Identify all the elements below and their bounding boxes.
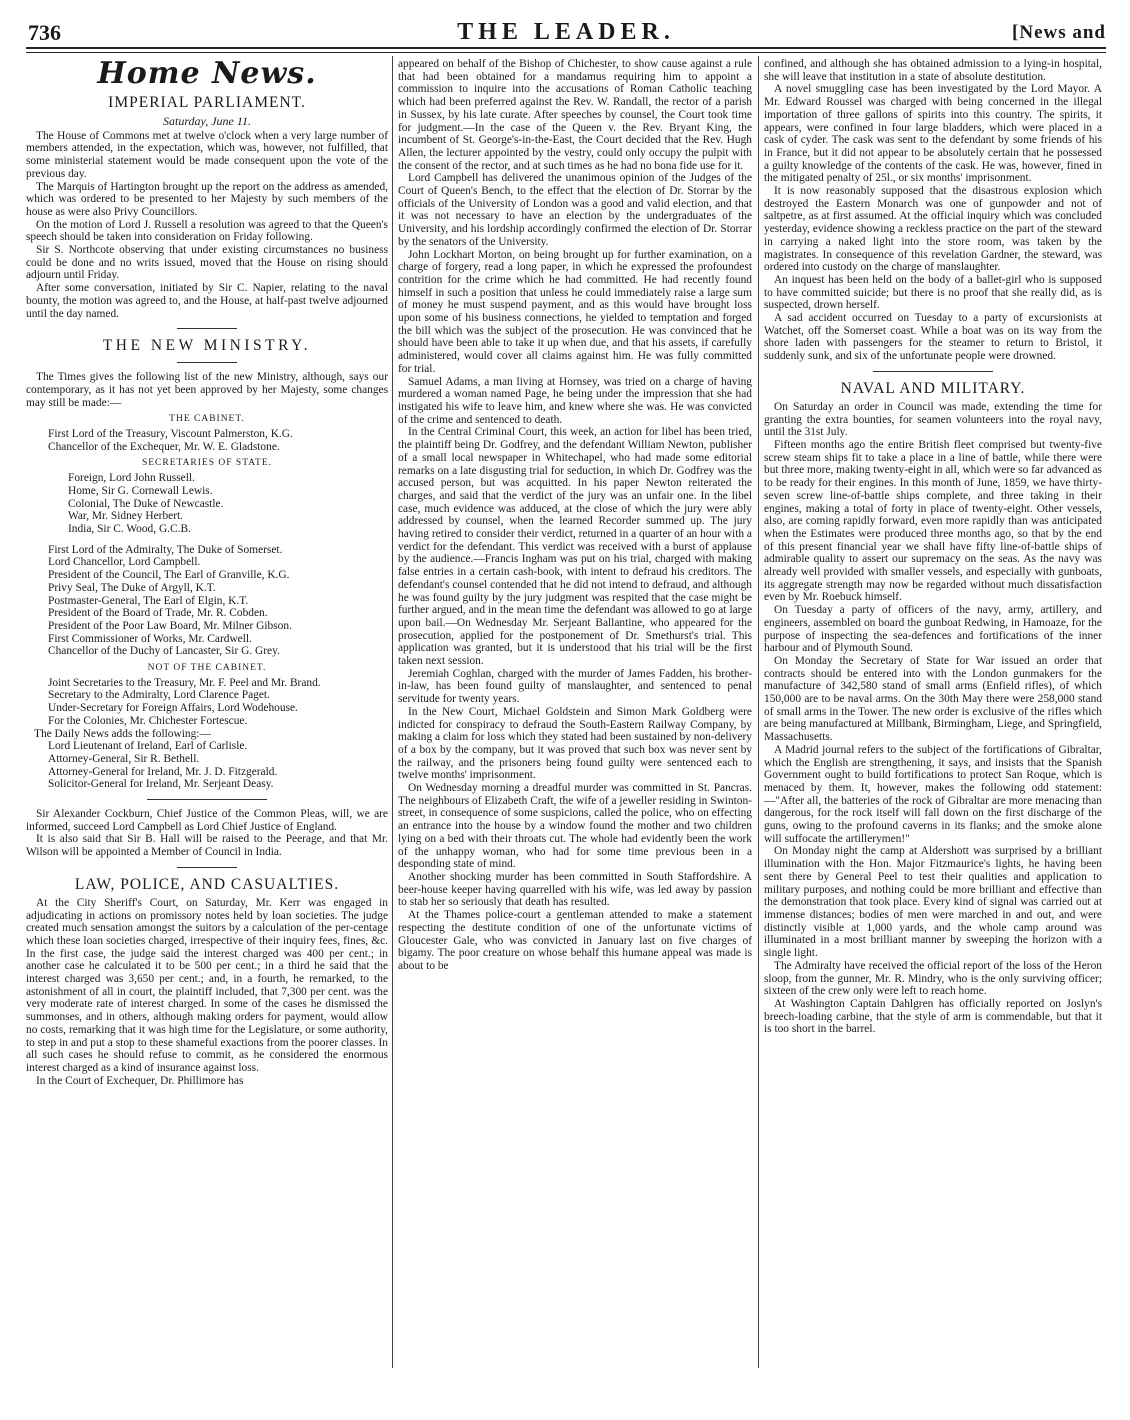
paragraph: A sad accident occurred on Tuesday to a party of excursionists at Watchet, off the Somerset coast. While a boat was on its way from the shore laden with passengers for the steamer to return to Bristol, it suddenly sunk, and six of the unfortunate people were drowned. (764, 312, 1102, 363)
section-heading-imperial: IMPERIAL PARLIAMENT. (108, 94, 306, 111)
divider (177, 328, 237, 329)
paragraph: Sir S. Northcote observing that under existing circumstances no business could be done and no writs issued, moved that the House on rising should adjourn until Friday. (26, 244, 388, 282)
header-rule (26, 47, 1106, 49)
list-item: War, Mr. Sidney Herbert. (68, 510, 184, 523)
section-label: [News and (1012, 22, 1106, 43)
newspaper-title: THE LEADER. (457, 19, 675, 45)
list-item: Home, Sir G. Cornewall Lewis. (68, 484, 213, 497)
paragraph: On Wednesday morning a dreadful murder was committed in St. Pancras. The neighbours of Elizabeth Craft, the wife of a jeweller residing in Swinton-street, in consequence of some suspicions, called the police, who on effecting an entrance into the house by a window found the mother and two children lying on a bed with their throats cut. The whole had evidently been the work of the unhappy woman, who had for some time previous been in a desponding state of mind. (398, 782, 752, 871)
divider (177, 362, 237, 363)
paragraph: At the City Sheriff's Court, on Saturday, Mr. Kerr was engaged in adjudicating in actions on promissory notes held by loan societies. The judge created much sensation amongst the suitors by a calculation of the per-centage which these loan societies charged, irrespective of their inquiry fees, fines, &c. In the first case, the judge said the interest charged was 400 per cent.; in another case he calculated it to be 500 per cent.; in a third he said that the interest charged was 3,650 per cent.; and, in a fourth, he remarked, to the astonishment of all in court, the plaintiff included, that 7,300 per cent. was the very moderate rate of interest charged. In some of the cases he dismissed the summonses, and in others, although making orders for payment, would allow no costs, remarking that it was high time for the Legislature, or some authority, to step in and put a stop to these shameful exactions from the poorer classes. In all such cases he should refuse to commit, as he considered the enormous interest charged as a kind of insurance against loss. (26, 896, 388, 1074)
list-item: Chancellor of the Exchequer, Mr. W. E. Gladstone. (48, 440, 280, 453)
list-item: Solicitor-General for Ireland, Mr. Serjeant Deasy. (48, 778, 274, 791)
paragraph: John Lockhart Morton, on being brought up for further examination, on a charge of forgery, read a long paper, in which he expressed the profoundest contrition for the crime which he had committed. He had recently found himself in such a position that unless he could immediately raise a large sum of money he must suspend payment, and as this would have brought loss upon some of his business connections, he yielded to temptation and forged the bill which was the subject of the prosecution. He was convinced that he should have been able to take it up when due, and that his assets, if carefully administered, would cover all claims against him. He was fully committed for trial. (398, 248, 752, 375)
list-item: First Commissioner of Works, Mr. Cardwell. (48, 632, 252, 645)
paragraph: The House of Commons met at twelve o'clock when a very large number of members attended, in the expectation, which was, however, not fulfilled, that some ministerial statement would be made consequent upon the vote of the previous day. (26, 129, 388, 180)
header-rule-thin (26, 52, 1106, 53)
list-item: Postmaster-General, The Earl of Elgin, K.T. (48, 594, 249, 607)
list-item: Secretary to the Admiralty, Lord Clarence Paget. (48, 689, 270, 702)
list-item: Joint Secretaries to the Treasury, Mr. F. Peel and Mr. Brand. (48, 676, 321, 689)
list-item: Lord Lieutenant of Ireland, Earl of Carlisle. (48, 740, 248, 753)
column-3 (764, 58, 1102, 1036)
list-item: Privy Seal, The Duke of Argyll, K.T. (48, 581, 216, 594)
paragraph: In the Central Criminal Court, this week, an action for libel has been tried, the plaintiff being Dr. Godfrey, and the defendant William Newton, publisher of a small local newspaper in Whitechapel, who had made some editorial remarks on a late disgusting trial for seduction, in which Dr. Godfrey was the accused person, but was acquitted. In his paper Newton reiterated the charges, and said that the verdict of the jury was an unfair one. In the libel case, much evidence was adduced, at the close of which the jury were ably addressed by counsel, when the learned Recorder summed up. The jury having retired to consider their verdict, returned in a quarter of an hour with a verdict for the defendant. This verdict was received with a burst of applause by the audience.—Francis Ingham was put on his trial, charged with making false entries in a certain cash-book, with intent to defraud his creditors. The defendant's counsel contended that he did not intend to defraud, and although he was found guilty by the jury judgment was respited that the case might be further argued, and in the mean time the defendant was allowed to go at large upon bail.—On Wednesday Mr. Serjeant Ballantine, who appeared for the prosecution, applied for the postponement of Dr. Smethurst's trial. This application was granted, but it is understood that his trial will be the first taken next session. (398, 426, 752, 668)
list-item: President of the Board of Trade, Mr. R. Cobden. (48, 607, 268, 620)
list-item: Attorney-General, Sir R. Bethell. (48, 752, 200, 765)
paragraph: Jeremiah Coghlan, charged with the murder of James Fadden, his brother-in-law, has been found guilty of manslaughter, and sentenced to penal servitude for twenty years. (398, 667, 752, 706)
paragraph: On Monday the Secretary of State for War issued an order that contracts should be entered into with the London gunmakers for the manufacture of 342,580 stand of small arms (Enfield rifles), of which 150,000 are to be naval arms. On the 30th May there were 258,000 stand of small arms in the Tower. The new order is exclusive of the rifles which are being manufactured at Millbank, Birmingham, Liege, and Springfield, Massachusetts. (764, 654, 1102, 744)
list-item: Under-Secretary for Foreign Affairs, Lord Wodehouse. (48, 702, 298, 715)
column-divider (392, 56, 393, 1368)
paragraph: On Saturday an order in Council was made, extending the time for granting the extra bounties, for seamen volunteers into the royal navy, until the 31st July. (764, 400, 1102, 439)
paragraph: appeared on behalf of the Bishop of Chichester, to show cause against a rule that had been obtained for a mandamus requiring him to appoint a commission to inquire into the accusations of Roman Catholic teaching which had been preferred against the Rev. W. Randall, the rector of a parish in Sussex, by his late curate. After speeches by counsel, the Court took time for judgment.—In the case of the Queen v. the Rev. Bryant King, the incumbent of St. George's-in-the-East, the Court decided that the Rev. Hugh Allen, the lecturer appointed by the vestry, could only occupy the pulpit with the consent of the rector, and at such times as he had no bona fide use for it. (398, 58, 752, 172)
paragraph: Sir Alexander Cockburn, Chief Justice of the Common Pleas, will, we are informed, succeed Lord Campbell as Lord Chief Justice of England. (26, 808, 388, 833)
paragraph: Lord Campbell has delivered the unanimous opinion of the Judges of the Court of Queen's Bench, to the effect that the election of Dr. Storrar by the officials of the University of London was a good and valid election, and that it was not necessary to have an election by the undergraduates of the University, and his lordship accordingly confirmed the election of Dr. Storrar by the senators of the University. (398, 172, 752, 248)
list-item: Colonial, The Duke of Newcastle. (68, 497, 224, 510)
paragraph: Samuel Adams, a man living at Hornsey, was tried on a charge of having murdered a woman named Page, he being under the impression that she had instigated his wife to leave him, and knew where she was. He was convicted of the crime and sentenced to death. (398, 375, 752, 426)
paragraph: At Washington Captain Dahlgren has officially reported on Joslyn's breech-loading carbine, that the style of arm is commendable, but that it is too short in the barrel. (764, 997, 1102, 1036)
page-number: 736 (28, 20, 61, 45)
paragraph: The Times gives the following list of the new Ministry, although, says our contemporary, as it has not yet been approved by her Majesty, some changes may still be made:— (26, 371, 388, 409)
paragraph: The Admiralty have received the official report of the loss of the Heron sloop, from the gunner, Mr. R. Mindry, who is the only surviving officer; sixteen of the crew only were left to reach home. (764, 959, 1102, 998)
list-item: First Lord of the Treasury, Viscount Palmerston, K.G. (48, 428, 293, 441)
section-date: Saturday, June 11. (163, 114, 251, 128)
list-item: First Lord of the Admiralty, The Duke of Somerset. (48, 543, 283, 556)
section-heading-naval: NAVAL AND MILITARY. (840, 379, 1026, 397)
divider (177, 867, 237, 868)
list-item: Chancellor of the Duchy of Lancaster, Sir G. Grey. (48, 645, 280, 658)
list-item: Lord Chancellor, Lord Campbell. (48, 556, 201, 569)
section-heading-ministry: THE NEW MINISTRY. (102, 337, 312, 355)
divider (873, 371, 993, 372)
page-header (22, 18, 1110, 48)
paragraph: A novel smuggling case has been investigated by the Lord Mayor. A Mr. Edward Roussel was charged with being concerned in the illegal importation of three gallons of spirits into this country. The spirits, it appears, were confined in four large bladders, which were placed in a cask of cyder. The cask was sent to the defendant by some friends of his in France, but it did not appear to be absolutely certain that he possessed a guilty knowledge of the contents of the cask. He was, however, fined in the mitigated penalty of 25l., or six months' imprisonment. (764, 83, 1102, 185)
list-item: Attorney-General for Ireland, Mr. J. D. Fitzgerald. (48, 765, 278, 778)
paragraph: It is now reasonably supposed that the disastrous explosion which destroyed the Eastern Monarch was one of gunpowder and not of saltpetre, as at first assumed. At the official inquiry which was concluded yesterday, evidence showing a reckless practice on the part of the steward in carrying a naked light into the store room, was taken by the magistrates. In consequence of this revelation Gardner, the steward, was ordered into custody on the charge of manslaughter. (764, 185, 1102, 274)
subheading-not-cabinet: NOT OF THE CABINET. (147, 663, 267, 674)
paragraph: At the Thames police-court a gentleman attended to make a statement respecting the destitute condition of one of the unfortunate victims of Gloucester Gale, who was convicted in January last on five charges of bigamy. The poor creature on whose behalf this humane appeal was made is about to be (398, 909, 752, 972)
paragraph: confined, and although she has obtained admission to a lying-in hospital, she will leave that institution in a state of absolute destitution. (764, 58, 1102, 83)
paragraph: The Daily News adds the following:— (34, 727, 211, 740)
paragraph: It is also said that Sir B. Hall will be raised to the Peerage, and that Mr. Wilson will be appointed a Member of Council in India. (26, 833, 388, 859)
subheading-cabinet: THE CABINET. (169, 414, 245, 425)
paragraph: A Madrid journal refers to the subject of the fortifications of Gibraltar, which the English are strengthening, it says, and insists that the Spanish Government ought to build fortifications to protect San Roque, which is menaced by them. It, however, makes the following odd statement:—"After all, the batteries of the rock of Gibraltar are more menacing than dangerous, for the rock itself will fall down on the first discharge of the guns, owing to the profound caverns in its flanks; and the smoke alone will suffocate the artillerymen!" (764, 743, 1102, 845)
list-item: Foreign, Lord John Russell. (68, 472, 195, 485)
paragraph: The Marquis of Hartington brought up the report on the address as amended, which was ordered to be presented to her Majesty by such members of the house as were also Privy Councillors. (26, 180, 388, 218)
paragraph: Fifteen months ago the entire British fleet comprised but twenty-five screw steam ships fit to take a place in a line of battle, while there were but three more, making twenty-eight in all, which were so far advanced as to be ready for their engines. In this month of June, 1859, we have thirty-seven screw line-of-battle ships complete, and three taking in their engines, making a total of forty in place of twenty-eight. Other vessels, also, are coming rapidly forward, even more rapidly than was anticipated when the Estimates were produced three months ago, so that by the end of this present financial year we shall have fifty line-of-battle ships of admirable quality to assert our supremacy on the seas. As the navy was already well provided with smaller vessels, and especially with gunboats, its aggregate strength may now be regarded without much dissatisfaction even by Mr. Roebuck himself. (764, 438, 1102, 604)
column-1 (26, 58, 388, 1087)
divider (147, 799, 267, 800)
paragraph: An inquest has been held on the body of a ballet-girl who is supposed to have committed suicide; but there is no proof that she really did, as is suspected, drown herself. (764, 273, 1102, 312)
list-item: President of the Council, The Earl of Granville, K.G. (48, 569, 290, 582)
masthead-home-news: Home News. (97, 56, 317, 91)
paragraph: On Monday night the camp at Aldershott was surprised by a brilliant illumination with the Hon. Major Fitzmaurice's lights, he having been sent there by General Peel to test their qualities and application to military purposes, and nothing could be more brilliant and effective than the demonstration that took place. Every kind of signal was carried out at immense distances; bodies of men were marched in and out, and were distinctly visible at 1,000 yards, and the whole camp around was illuminated in a most brilliant manner by sweeping the horizon with a single light. (764, 845, 1102, 960)
paragraph: Another shocking murder has been committed in South Staffordshire. A beer-house keeper having quarrelled with his wife, was led away by passion to stab her so seriously that death has resulted. (398, 871, 752, 909)
column-divider (758, 56, 759, 1368)
column-2 (398, 58, 752, 973)
list-item: President of the Poor Law Board, Mr. Milner Gibson. (48, 619, 292, 632)
list-item: For the Colonies, Mr. Chichester Fortescue. (48, 714, 248, 727)
paragraph: After some conversation, initiated by Sir C. Napier, relating to the naval bounty, the motion was agreed to, and the House, at half-past twelve adjourned until the day named. (26, 282, 388, 320)
paragraph: On Tuesday a party of officers of the navy, army, artillery, and engineers, assembled on board the gunboat Redwing, in Hamoaze, for the purpose of inspecting the sea-defences and fortifications of the inner harbour and of Plymouth Sound. (764, 604, 1102, 655)
paragraph: On the motion of Lord J. Russell a resolution was agreed to that the Queen's speech should be taken into consideration on Friday following. (26, 218, 388, 244)
paragraph: In the New Court, Michael Goldstein and Simon Mark Goldberg were indicted for conspiracy to defraud the South-Eastern Railway Company, by making a claim for loss which they stated had been sustained by non-delivery of a box by the company, but it was proved that such box was never sent by the railway, and the prisoners being found guilty were sentenced each to twelve months' imprisonment. (398, 705, 752, 782)
subheading-secretaries: SECRETARIES OF STATE. (141, 458, 273, 469)
section-heading-law: LAW, POLICE, AND CASUALTIES. (74, 875, 340, 893)
list-item: India, Sir C. Wood, G.C.B. (68, 522, 191, 535)
paragraph: In the Court of Exchequer, Dr. Phillimore has (36, 1074, 244, 1087)
